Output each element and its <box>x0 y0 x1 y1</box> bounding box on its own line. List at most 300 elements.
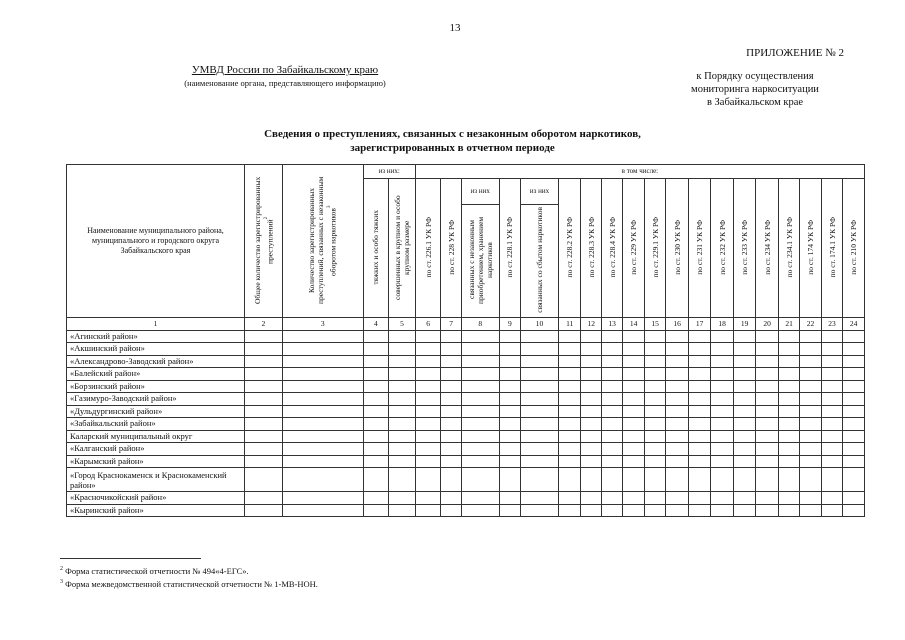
data-cell[interactable] <box>601 418 622 431</box>
data-cell[interactable] <box>244 393 282 406</box>
data-cell[interactable] <box>461 405 499 418</box>
data-cell[interactable] <box>623 455 644 468</box>
data-cell[interactable] <box>415 368 441 381</box>
data-cell[interactable] <box>800 405 821 418</box>
data-cell[interactable] <box>623 418 644 431</box>
data-cell[interactable] <box>282 443 363 456</box>
data-cell[interactable] <box>461 368 499 381</box>
data-cell[interactable] <box>778 492 799 505</box>
data-cell[interactable] <box>363 418 389 431</box>
data-cell[interactable] <box>733 343 756 356</box>
data-cell[interactable] <box>711 418 734 431</box>
data-cell[interactable] <box>601 468 622 492</box>
data-cell[interactable] <box>688 468 711 492</box>
data-cell[interactable] <box>711 443 734 456</box>
data-cell[interactable] <box>499 393 520 406</box>
data-cell[interactable] <box>644 380 665 393</box>
data-cell[interactable] <box>441 405 461 418</box>
data-cell[interactable] <box>581 405 601 418</box>
data-cell[interactable] <box>499 330 520 343</box>
data-cell[interactable] <box>558 418 581 431</box>
data-cell[interactable] <box>499 455 520 468</box>
data-cell[interactable] <box>499 368 520 381</box>
data-cell[interactable] <box>601 330 622 343</box>
data-cell[interactable] <box>389 393 416 406</box>
data-cell[interactable] <box>711 330 734 343</box>
data-cell[interactable] <box>711 393 734 406</box>
data-cell[interactable] <box>499 343 520 356</box>
data-cell[interactable] <box>733 455 756 468</box>
data-cell[interactable] <box>623 355 644 368</box>
data-cell[interactable] <box>389 405 416 418</box>
data-cell[interactable] <box>581 443 601 456</box>
data-cell[interactable] <box>711 343 734 356</box>
data-cell[interactable] <box>843 393 865 406</box>
data-cell[interactable] <box>644 368 665 381</box>
data-cell[interactable] <box>688 455 711 468</box>
data-cell[interactable] <box>521 468 559 492</box>
data-cell[interactable] <box>244 343 282 356</box>
data-cell[interactable] <box>843 343 865 356</box>
data-cell[interactable] <box>800 430 821 443</box>
data-cell[interactable] <box>415 418 441 431</box>
data-cell[interactable] <box>623 443 644 456</box>
data-cell[interactable] <box>843 418 865 431</box>
data-cell[interactable] <box>711 468 734 492</box>
data-cell[interactable] <box>601 504 622 517</box>
data-cell[interactable] <box>441 368 461 381</box>
data-cell[interactable] <box>282 330 363 343</box>
data-cell[interactable] <box>733 504 756 517</box>
data-cell[interactable] <box>441 330 461 343</box>
data-cell[interactable] <box>558 504 581 517</box>
data-cell[interactable] <box>461 343 499 356</box>
data-cell[interactable] <box>644 504 665 517</box>
data-cell[interactable] <box>363 443 389 456</box>
data-cell[interactable] <box>441 504 461 517</box>
data-cell[interactable] <box>499 405 520 418</box>
data-cell[interactable] <box>711 430 734 443</box>
data-cell[interactable] <box>389 368 416 381</box>
data-cell[interactable] <box>558 468 581 492</box>
data-cell[interactable] <box>441 380 461 393</box>
data-cell[interactable] <box>499 418 520 431</box>
data-cell[interactable] <box>601 343 622 356</box>
data-cell[interactable] <box>601 368 622 381</box>
data-cell[interactable] <box>756 368 779 381</box>
data-cell[interactable] <box>244 443 282 456</box>
data-cell[interactable] <box>778 380 799 393</box>
data-cell[interactable] <box>461 418 499 431</box>
data-cell[interactable] <box>800 330 821 343</box>
data-cell[interactable] <box>581 380 601 393</box>
data-cell[interactable] <box>756 468 779 492</box>
data-cell[interactable] <box>733 380 756 393</box>
data-cell[interactable] <box>499 468 520 492</box>
data-cell[interactable] <box>244 492 282 505</box>
data-cell[interactable] <box>601 393 622 406</box>
data-cell[interactable] <box>415 380 441 393</box>
data-cell[interactable] <box>415 343 441 356</box>
data-cell[interactable] <box>581 468 601 492</box>
data-cell[interactable] <box>558 443 581 456</box>
data-cell[interactable] <box>363 405 389 418</box>
data-cell[interactable] <box>778 393 799 406</box>
data-cell[interactable] <box>415 455 441 468</box>
data-cell[interactable] <box>778 368 799 381</box>
data-cell[interactable] <box>666 330 689 343</box>
data-cell[interactable] <box>558 380 581 393</box>
data-cell[interactable] <box>733 418 756 431</box>
data-cell[interactable] <box>623 504 644 517</box>
data-cell[interactable] <box>601 455 622 468</box>
data-cell[interactable] <box>711 492 734 505</box>
data-cell[interactable] <box>843 492 865 505</box>
data-cell[interactable] <box>711 380 734 393</box>
data-cell[interactable] <box>558 393 581 406</box>
data-cell[interactable] <box>461 355 499 368</box>
data-cell[interactable] <box>666 418 689 431</box>
data-cell[interactable] <box>558 330 581 343</box>
data-cell[interactable] <box>688 368 711 381</box>
data-cell[interactable] <box>581 393 601 406</box>
data-cell[interactable] <box>623 368 644 381</box>
data-cell[interactable] <box>821 492 842 505</box>
data-cell[interactable] <box>843 504 865 517</box>
data-cell[interactable] <box>688 393 711 406</box>
data-cell[interactable] <box>756 504 779 517</box>
data-cell[interactable] <box>756 405 779 418</box>
data-cell[interactable] <box>821 343 842 356</box>
data-cell[interactable] <box>644 393 665 406</box>
data-cell[interactable] <box>821 330 842 343</box>
data-cell[interactable] <box>778 443 799 456</box>
data-cell[interactable] <box>756 343 779 356</box>
data-cell[interactable] <box>521 455 559 468</box>
data-cell[interactable] <box>666 492 689 505</box>
data-cell[interactable] <box>581 368 601 381</box>
data-cell[interactable] <box>778 405 799 418</box>
data-cell[interactable] <box>581 430 601 443</box>
data-cell[interactable] <box>363 455 389 468</box>
data-cell[interactable] <box>363 343 389 356</box>
data-cell[interactable] <box>688 504 711 517</box>
data-cell[interactable] <box>778 355 799 368</box>
data-cell[interactable] <box>282 343 363 356</box>
data-cell[interactable] <box>821 380 842 393</box>
data-cell[interactable] <box>644 418 665 431</box>
data-cell[interactable] <box>499 492 520 505</box>
data-cell[interactable] <box>666 504 689 517</box>
data-cell[interactable] <box>800 492 821 505</box>
data-cell[interactable] <box>733 368 756 381</box>
data-cell[interactable] <box>461 468 499 492</box>
data-cell[interactable] <box>363 468 389 492</box>
data-cell[interactable] <box>843 405 865 418</box>
data-cell[interactable] <box>623 468 644 492</box>
data-cell[interactable] <box>521 405 559 418</box>
data-cell[interactable] <box>363 492 389 505</box>
data-cell[interactable] <box>415 468 441 492</box>
data-cell[interactable] <box>521 418 559 431</box>
data-cell[interactable] <box>666 355 689 368</box>
data-cell[interactable] <box>666 380 689 393</box>
data-cell[interactable] <box>499 443 520 456</box>
data-cell[interactable] <box>733 492 756 505</box>
data-cell[interactable] <box>733 330 756 343</box>
data-cell[interactable] <box>623 393 644 406</box>
data-cell[interactable] <box>733 443 756 456</box>
data-cell[interactable] <box>441 418 461 431</box>
data-cell[interactable] <box>666 393 689 406</box>
data-cell[interactable] <box>623 380 644 393</box>
data-cell[interactable] <box>244 468 282 492</box>
data-cell[interactable] <box>778 343 799 356</box>
data-cell[interactable] <box>644 343 665 356</box>
data-cell[interactable] <box>244 380 282 393</box>
data-cell[interactable] <box>778 468 799 492</box>
data-cell[interactable] <box>756 430 779 443</box>
data-cell[interactable] <box>688 418 711 431</box>
data-cell[interactable] <box>581 504 601 517</box>
data-cell[interactable] <box>601 355 622 368</box>
data-cell[interactable] <box>756 330 779 343</box>
data-cell[interactable] <box>581 343 601 356</box>
data-cell[interactable] <box>821 443 842 456</box>
data-cell[interactable] <box>389 418 416 431</box>
data-cell[interactable] <box>244 330 282 343</box>
data-cell[interactable] <box>521 330 559 343</box>
data-cell[interactable] <box>843 355 865 368</box>
data-cell[interactable] <box>461 393 499 406</box>
data-cell[interactable] <box>800 343 821 356</box>
data-cell[interactable] <box>282 368 363 381</box>
data-cell[interactable] <box>821 468 842 492</box>
data-cell[interactable] <box>244 504 282 517</box>
data-cell[interactable] <box>623 430 644 443</box>
data-cell[interactable] <box>389 455 416 468</box>
data-cell[interactable] <box>461 330 499 343</box>
data-cell[interactable] <box>415 393 441 406</box>
data-cell[interactable] <box>800 380 821 393</box>
data-cell[interactable] <box>389 468 416 492</box>
data-cell[interactable] <box>244 405 282 418</box>
data-cell[interactable] <box>756 418 779 431</box>
data-cell[interactable] <box>644 355 665 368</box>
data-cell[interactable] <box>843 380 865 393</box>
data-cell[interactable] <box>733 355 756 368</box>
data-cell[interactable] <box>756 355 779 368</box>
data-cell[interactable] <box>688 405 711 418</box>
data-cell[interactable] <box>461 430 499 443</box>
data-cell[interactable] <box>282 455 363 468</box>
data-cell[interactable] <box>441 430 461 443</box>
data-cell[interactable] <box>558 405 581 418</box>
data-cell[interactable] <box>581 418 601 431</box>
data-cell[interactable] <box>821 430 842 443</box>
data-cell[interactable] <box>666 368 689 381</box>
data-cell[interactable] <box>244 368 282 381</box>
data-cell[interactable] <box>461 492 499 505</box>
data-cell[interactable] <box>821 393 842 406</box>
data-cell[interactable] <box>711 355 734 368</box>
data-cell[interactable] <box>244 430 282 443</box>
data-cell[interactable] <box>843 368 865 381</box>
data-cell[interactable] <box>558 455 581 468</box>
data-cell[interactable] <box>688 443 711 456</box>
data-cell[interactable] <box>623 330 644 343</box>
data-cell[interactable] <box>778 504 799 517</box>
data-cell[interactable] <box>800 504 821 517</box>
data-cell[interactable] <box>282 504 363 517</box>
data-cell[interactable] <box>389 330 416 343</box>
data-cell[interactable] <box>558 368 581 381</box>
data-cell[interactable] <box>821 355 842 368</box>
data-cell[interactable] <box>282 393 363 406</box>
data-cell[interactable] <box>800 455 821 468</box>
data-cell[interactable] <box>581 355 601 368</box>
data-cell[interactable] <box>666 468 689 492</box>
data-cell[interactable] <box>688 492 711 505</box>
data-cell[interactable] <box>800 418 821 431</box>
data-cell[interactable] <box>756 393 779 406</box>
data-cell[interactable] <box>441 343 461 356</box>
data-cell[interactable] <box>821 368 842 381</box>
data-cell[interactable] <box>821 455 842 468</box>
data-cell[interactable] <box>843 455 865 468</box>
data-cell[interactable] <box>733 405 756 418</box>
data-cell[interactable] <box>711 504 734 517</box>
data-cell[interactable] <box>581 492 601 505</box>
data-cell[interactable] <box>711 405 734 418</box>
data-cell[interactable] <box>711 455 734 468</box>
data-cell[interactable] <box>389 443 416 456</box>
data-cell[interactable] <box>558 355 581 368</box>
data-cell[interactable] <box>688 355 711 368</box>
data-cell[interactable] <box>601 405 622 418</box>
data-cell[interactable] <box>800 355 821 368</box>
data-cell[interactable] <box>821 405 842 418</box>
data-cell[interactable] <box>821 418 842 431</box>
data-cell[interactable] <box>688 380 711 393</box>
data-cell[interactable] <box>389 430 416 443</box>
data-cell[interactable] <box>756 380 779 393</box>
data-cell[interactable] <box>521 430 559 443</box>
data-cell[interactable] <box>756 492 779 505</box>
data-cell[interactable] <box>282 355 363 368</box>
data-cell[interactable] <box>441 355 461 368</box>
data-cell[interactable] <box>843 430 865 443</box>
data-cell[interactable] <box>499 380 520 393</box>
data-cell[interactable] <box>363 430 389 443</box>
data-cell[interactable] <box>415 405 441 418</box>
data-cell[interactable] <box>666 343 689 356</box>
data-cell[interactable] <box>499 430 520 443</box>
data-cell[interactable] <box>389 343 416 356</box>
data-cell[interactable] <box>800 468 821 492</box>
data-cell[interactable] <box>415 492 441 505</box>
data-cell[interactable] <box>778 330 799 343</box>
data-cell[interactable] <box>441 492 461 505</box>
data-cell[interactable] <box>461 443 499 456</box>
data-cell[interactable] <box>601 380 622 393</box>
data-cell[interactable] <box>666 430 689 443</box>
data-cell[interactable] <box>644 455 665 468</box>
data-cell[interactable] <box>441 468 461 492</box>
data-cell[interactable] <box>644 430 665 443</box>
data-cell[interactable] <box>644 443 665 456</box>
data-cell[interactable] <box>558 343 581 356</box>
data-cell[interactable] <box>499 504 520 517</box>
data-cell[interactable] <box>843 468 865 492</box>
data-cell[interactable] <box>688 430 711 443</box>
data-cell[interactable] <box>623 492 644 505</box>
data-cell[interactable] <box>282 380 363 393</box>
data-cell[interactable] <box>733 393 756 406</box>
data-cell[interactable] <box>644 405 665 418</box>
data-cell[interactable] <box>499 355 520 368</box>
data-cell[interactable] <box>363 368 389 381</box>
data-cell[interactable] <box>666 405 689 418</box>
data-cell[interactable] <box>733 430 756 443</box>
data-cell[interactable] <box>389 492 416 505</box>
data-cell[interactable] <box>441 393 461 406</box>
data-cell[interactable] <box>778 430 799 443</box>
data-cell[interactable] <box>282 468 363 492</box>
data-cell[interactable] <box>644 468 665 492</box>
data-cell[interactable] <box>363 330 389 343</box>
data-cell[interactable] <box>601 443 622 456</box>
data-cell[interactable] <box>800 443 821 456</box>
data-cell[interactable] <box>415 430 441 443</box>
data-cell[interactable] <box>244 355 282 368</box>
data-cell[interactable] <box>389 504 416 517</box>
data-cell[interactable] <box>389 355 416 368</box>
data-cell[interactable] <box>778 455 799 468</box>
data-cell[interactable] <box>363 504 389 517</box>
data-cell[interactable] <box>843 330 865 343</box>
data-cell[interactable] <box>415 443 441 456</box>
data-cell[interactable] <box>581 455 601 468</box>
data-cell[interactable] <box>363 380 389 393</box>
data-cell[interactable] <box>282 405 363 418</box>
data-cell[interactable] <box>623 343 644 356</box>
data-cell[interactable] <box>581 330 601 343</box>
data-cell[interactable] <box>521 443 559 456</box>
data-cell[interactable] <box>415 504 441 517</box>
data-cell[interactable] <box>601 430 622 443</box>
data-cell[interactable] <box>521 368 559 381</box>
data-cell[interactable] <box>558 430 581 443</box>
data-cell[interactable] <box>441 455 461 468</box>
data-cell[interactable] <box>415 355 441 368</box>
data-cell[interactable] <box>843 443 865 456</box>
data-cell[interactable] <box>800 393 821 406</box>
data-cell[interactable] <box>521 393 559 406</box>
data-cell[interactable] <box>711 368 734 381</box>
data-cell[interactable] <box>521 343 559 356</box>
data-cell[interactable] <box>521 355 559 368</box>
data-cell[interactable] <box>666 455 689 468</box>
data-cell[interactable] <box>623 405 644 418</box>
data-cell[interactable] <box>756 455 779 468</box>
data-cell[interactable] <box>282 430 363 443</box>
data-cell[interactable] <box>558 492 581 505</box>
data-cell[interactable] <box>666 443 689 456</box>
data-cell[interactable] <box>756 443 779 456</box>
data-cell[interactable] <box>461 455 499 468</box>
data-cell[interactable] <box>363 393 389 406</box>
